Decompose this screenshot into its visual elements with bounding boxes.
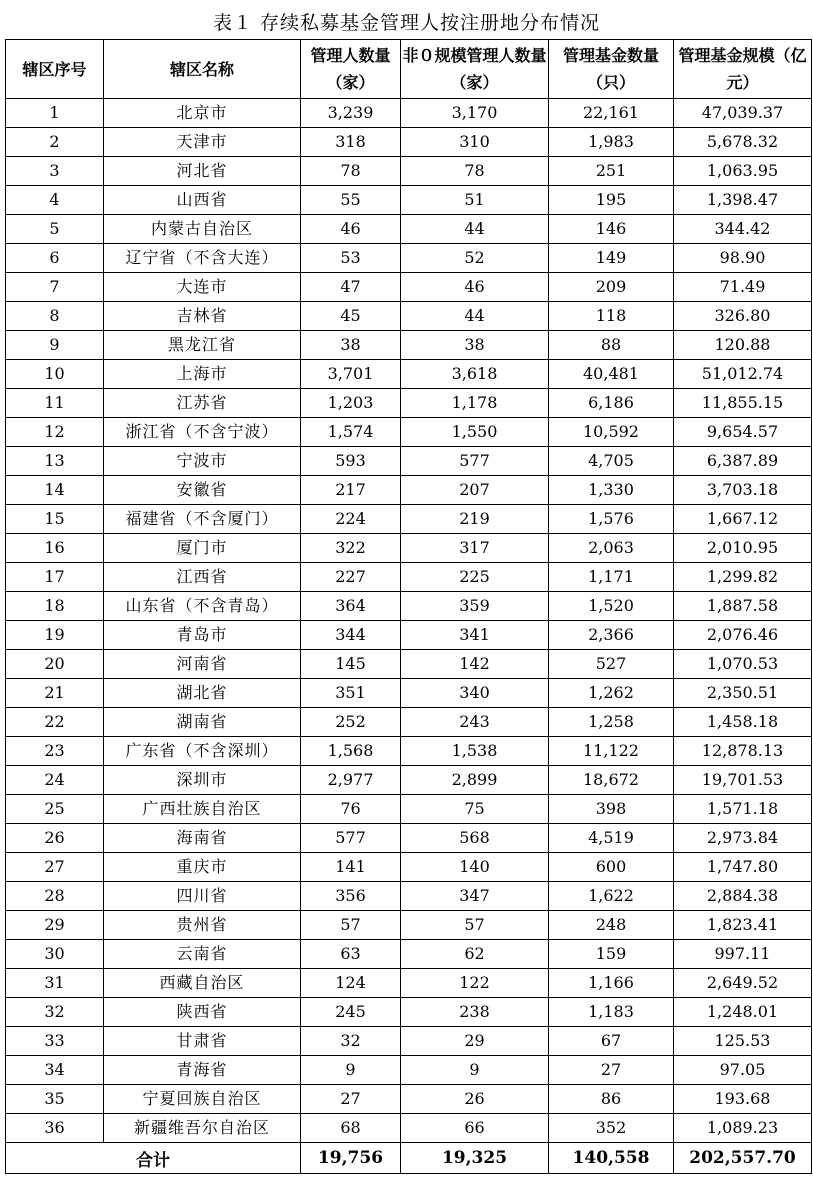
cell-region-no: 19 xyxy=(6,621,104,650)
cell-manager-count: 593 xyxy=(301,447,401,476)
cell-region-name: 黑龙江省 xyxy=(104,331,301,360)
cell-fund-count: 1,258 xyxy=(549,708,674,737)
cell-fund-scale: 2,350.51 xyxy=(674,679,812,708)
cell-fund-count: 2,366 xyxy=(549,621,674,650)
cell-region-no: 20 xyxy=(6,650,104,679)
cell-fund-scale: 1,747.80 xyxy=(674,853,812,882)
table-row xyxy=(6,911,812,940)
cell-fund-count: 6,186 xyxy=(549,389,674,418)
cell-region-no: 25 xyxy=(6,795,104,824)
cell-fund-scale: 11,855.15 xyxy=(674,389,812,418)
cell-region-name: 厦门市 xyxy=(104,534,301,563)
cell-manager-count: 344 xyxy=(301,621,401,650)
cell-fund-count: 195 xyxy=(549,186,674,215)
cell-fund-count: 352 xyxy=(549,1114,674,1143)
cell-nonzero-manager-count: 44 xyxy=(401,215,549,244)
cell-manager-count: 1,574 xyxy=(301,418,401,447)
cell-fund-scale: 47,039.37 xyxy=(674,99,812,128)
cell-fund-count: 149 xyxy=(549,244,674,273)
cell-nonzero-manager-count: 341 xyxy=(401,621,549,650)
cell-fund-scale: 5,678.32 xyxy=(674,128,812,157)
cell-region-name: 河北省 xyxy=(104,157,301,186)
cell-region-name: 青岛市 xyxy=(104,621,301,650)
cell-region-no: 7 xyxy=(6,273,104,302)
cell-fund-scale: 1,089.23 xyxy=(674,1114,812,1143)
cell-region-no: 26 xyxy=(6,824,104,853)
cell-fund-count: 1,262 xyxy=(549,679,674,708)
table-row xyxy=(6,476,812,505)
cell-region-no: 17 xyxy=(6,563,104,592)
cell-nonzero-manager-count: 219 xyxy=(401,505,549,534)
header-fund-count: 管理基金数量（只） xyxy=(549,40,674,99)
table-row xyxy=(6,1085,812,1114)
cell-manager-count: 351 xyxy=(301,679,401,708)
cell-fund-scale: 9,654.57 xyxy=(674,418,812,447)
cell-region-name: 山东省（不含青岛） xyxy=(104,592,301,621)
cell-region-name: 海南省 xyxy=(104,824,301,853)
cell-fund-scale: 2,649.52 xyxy=(674,969,812,998)
cell-nonzero-manager-count: 347 xyxy=(401,882,549,911)
cell-nonzero-manager-count: 359 xyxy=(401,592,549,621)
cell-fund-count: 67 xyxy=(549,1027,674,1056)
cell-nonzero-manager-count: 51 xyxy=(401,186,549,215)
cell-fund-scale: 125.53 xyxy=(674,1027,812,1056)
cell-region-no: 23 xyxy=(6,737,104,766)
cell-nonzero-manager-count: 78 xyxy=(401,157,549,186)
cell-fund-scale: 120.88 xyxy=(674,331,812,360)
cell-region-no: 28 xyxy=(6,882,104,911)
table-row xyxy=(6,592,812,621)
distribution-table xyxy=(5,39,812,1174)
cell-region-name: 四川省 xyxy=(104,882,301,911)
cell-fund-count: 1,330 xyxy=(549,476,674,505)
cell-manager-count: 141 xyxy=(301,853,401,882)
cell-region-name: 贵州省 xyxy=(104,911,301,940)
total-funds: 140,558 xyxy=(549,1143,674,1174)
total-scale: 202,557.70 xyxy=(674,1143,812,1174)
cell-manager-count: 245 xyxy=(301,998,401,1027)
cell-manager-count: 27 xyxy=(301,1085,401,1114)
cell-fund-scale: 2,010.95 xyxy=(674,534,812,563)
cell-region-no: 2 xyxy=(6,128,104,157)
cell-region-name: 天津市 xyxy=(104,128,301,157)
table-row xyxy=(6,563,812,592)
cell-manager-count: 217 xyxy=(301,476,401,505)
cell-region-name: 上海市 xyxy=(104,360,301,389)
cell-region-no: 32 xyxy=(6,998,104,1027)
table-row xyxy=(6,389,812,418)
cell-fund-count: 2,063 xyxy=(549,534,674,563)
cell-nonzero-manager-count: 44 xyxy=(401,302,549,331)
table-row xyxy=(6,940,812,969)
cell-manager-count: 318 xyxy=(301,128,401,157)
cell-region-name: 大连市 xyxy=(104,273,301,302)
cell-region-name: 广东省（不含深圳） xyxy=(104,737,301,766)
cell-region-no: 24 xyxy=(6,766,104,795)
table-row xyxy=(6,766,812,795)
table-body xyxy=(6,99,812,1143)
cell-nonzero-manager-count: 29 xyxy=(401,1027,549,1056)
cell-region-name: 甘肃省 xyxy=(104,1027,301,1056)
cell-nonzero-manager-count: 1,178 xyxy=(401,389,549,418)
cell-region-name: 西藏自治区 xyxy=(104,969,301,998)
cell-fund-count: 251 xyxy=(549,157,674,186)
cell-fund-scale: 1,398.47 xyxy=(674,186,812,215)
table-row xyxy=(6,650,812,679)
cell-fund-count: 1,183 xyxy=(549,998,674,1027)
cell-region-name: 湖北省 xyxy=(104,679,301,708)
table-row xyxy=(6,708,812,737)
cell-fund-scale: 1,667.12 xyxy=(674,505,812,534)
cell-fund-count: 18,672 xyxy=(549,766,674,795)
cell-fund-scale: 1,823.41 xyxy=(674,911,812,940)
table-row xyxy=(6,331,812,360)
table-row xyxy=(6,215,812,244)
cell-fund-scale: 19,701.53 xyxy=(674,766,812,795)
cell-region-name: 湖南省 xyxy=(104,708,301,737)
total-managers: 19,756 xyxy=(301,1143,401,1174)
cell-nonzero-manager-count: 577 xyxy=(401,447,549,476)
cell-fund-scale: 344.42 xyxy=(674,215,812,244)
table-row xyxy=(6,157,812,186)
cell-nonzero-manager-count: 52 xyxy=(401,244,549,273)
cell-region-no: 3 xyxy=(6,157,104,186)
cell-region-no: 5 xyxy=(6,215,104,244)
cell-fund-count: 209 xyxy=(549,273,674,302)
cell-manager-count: 46 xyxy=(301,215,401,244)
cell-nonzero-manager-count: 66 xyxy=(401,1114,549,1143)
total-label: 合计 xyxy=(6,1143,301,1174)
cell-region-no: 34 xyxy=(6,1056,104,1085)
cell-region-no: 13 xyxy=(6,447,104,476)
header-nonzero-manager-count: 非０规模管理人数量（家） xyxy=(401,40,549,99)
cell-region-no: 30 xyxy=(6,940,104,969)
cell-nonzero-manager-count: 317 xyxy=(401,534,549,563)
cell-fund-scale: 1,248.01 xyxy=(674,998,812,1027)
cell-fund-count: 527 xyxy=(549,650,674,679)
cell-fund-count: 4,519 xyxy=(549,824,674,853)
cell-region-no: 1 xyxy=(6,99,104,128)
table-row xyxy=(6,1027,812,1056)
cell-nonzero-manager-count: 568 xyxy=(401,824,549,853)
cell-fund-count: 248 xyxy=(549,911,674,940)
cell-region-no: 16 xyxy=(6,534,104,563)
cell-manager-count: 124 xyxy=(301,969,401,998)
cell-nonzero-manager-count: 207 xyxy=(401,476,549,505)
cell-fund-scale: 1,458.18 xyxy=(674,708,812,737)
cell-fund-count: 22,161 xyxy=(549,99,674,128)
cell-fund-scale: 51,012.74 xyxy=(674,360,812,389)
table-row xyxy=(6,534,812,563)
cell-region-name: 宁夏回族自治区 xyxy=(104,1085,301,1114)
cell-fund-count: 11,122 xyxy=(549,737,674,766)
cell-fund-scale: 1,571.18 xyxy=(674,795,812,824)
cell-nonzero-manager-count: 1,538 xyxy=(401,737,549,766)
cell-fund-count: 1,166 xyxy=(549,969,674,998)
header-region-name: 辖区名称 xyxy=(104,40,301,99)
cell-fund-count: 40,481 xyxy=(549,360,674,389)
cell-region-no: 27 xyxy=(6,853,104,882)
table-row xyxy=(6,621,812,650)
cell-nonzero-manager-count: 26 xyxy=(401,1085,549,1114)
total-row xyxy=(6,1143,812,1174)
table-row xyxy=(6,998,812,1027)
cell-manager-count: 227 xyxy=(301,563,401,592)
cell-nonzero-manager-count: 310 xyxy=(401,128,549,157)
cell-fund-scale: 2,076.46 xyxy=(674,621,812,650)
cell-region-name: 安徽省 xyxy=(104,476,301,505)
cell-nonzero-manager-count: 57 xyxy=(401,911,549,940)
cell-manager-count: 3,701 xyxy=(301,360,401,389)
cell-manager-count: 364 xyxy=(301,592,401,621)
cell-fund-count: 1,576 xyxy=(549,505,674,534)
cell-manager-count: 38 xyxy=(301,331,401,360)
cell-fund-scale: 1,063.95 xyxy=(674,157,812,186)
cell-fund-count: 398 xyxy=(549,795,674,824)
cell-fund-scale: 3,703.18 xyxy=(674,476,812,505)
cell-manager-count: 57 xyxy=(301,911,401,940)
table-row xyxy=(6,505,812,534)
table-row xyxy=(6,795,812,824)
cell-fund-scale: 1,887.58 xyxy=(674,592,812,621)
cell-manager-count: 68 xyxy=(301,1114,401,1143)
cell-nonzero-manager-count: 9 xyxy=(401,1056,549,1085)
cell-fund-count: 1,520 xyxy=(549,592,674,621)
cell-manager-count: 3,239 xyxy=(301,99,401,128)
cell-nonzero-manager-count: 238 xyxy=(401,998,549,1027)
cell-region-name: 北京市 xyxy=(104,99,301,128)
cell-region-name: 吉林省 xyxy=(104,302,301,331)
cell-manager-count: 45 xyxy=(301,302,401,331)
cell-manager-count: 1,568 xyxy=(301,737,401,766)
cell-manager-count: 252 xyxy=(301,708,401,737)
cell-nonzero-manager-count: 3,618 xyxy=(401,360,549,389)
cell-manager-count: 76 xyxy=(301,795,401,824)
cell-manager-count: 63 xyxy=(301,940,401,969)
cell-fund-scale: 2,884.38 xyxy=(674,882,812,911)
cell-fund-count: 159 xyxy=(549,940,674,969)
cell-fund-count: 4,705 xyxy=(549,447,674,476)
cell-nonzero-manager-count: 75 xyxy=(401,795,549,824)
cell-region-no: 4 xyxy=(6,186,104,215)
cell-region-name: 重庆市 xyxy=(104,853,301,882)
cell-region-name: 广西壮族自治区 xyxy=(104,795,301,824)
cell-nonzero-manager-count: 46 xyxy=(401,273,549,302)
cell-fund-count: 88 xyxy=(549,331,674,360)
cell-region-no: 18 xyxy=(6,592,104,621)
cell-region-name: 江西省 xyxy=(104,563,301,592)
table-title: 表１ 存续私募基金管理人按注册地分布情况 xyxy=(212,12,601,34)
cell-manager-count: 322 xyxy=(301,534,401,563)
cell-manager-count: 78 xyxy=(301,157,401,186)
cell-manager-count: 2,977 xyxy=(301,766,401,795)
cell-region-no: 33 xyxy=(6,1027,104,1056)
cell-nonzero-manager-count: 340 xyxy=(401,679,549,708)
cell-region-name: 浙江省（不含宁波） xyxy=(104,418,301,447)
cell-fund-count: 86 xyxy=(549,1085,674,1114)
cell-fund-scale: 12,878.13 xyxy=(674,737,812,766)
cell-fund-scale: 997.11 xyxy=(674,940,812,969)
cell-fund-count: 600 xyxy=(549,853,674,882)
cell-region-name: 辽宁省（不含大连） xyxy=(104,244,301,273)
header-region-no: 辖区序号 xyxy=(6,40,104,99)
cell-fund-count: 1,622 xyxy=(549,882,674,911)
cell-region-name: 山西省 xyxy=(104,186,301,215)
table-row xyxy=(6,99,812,128)
header-manager-count: 管理人数量（家） xyxy=(301,40,401,99)
cell-region-no: 8 xyxy=(6,302,104,331)
cell-manager-count: 32 xyxy=(301,1027,401,1056)
cell-manager-count: 47 xyxy=(301,273,401,302)
table-row xyxy=(6,1114,812,1143)
cell-region-no: 9 xyxy=(6,331,104,360)
table-row xyxy=(6,128,812,157)
cell-nonzero-manager-count: 142 xyxy=(401,650,549,679)
table-row xyxy=(6,882,812,911)
cell-fund-count: 1,983 xyxy=(549,128,674,157)
cell-region-no: 10 xyxy=(6,360,104,389)
cell-manager-count: 145 xyxy=(301,650,401,679)
cell-fund-count: 27 xyxy=(549,1056,674,1085)
cell-region-name: 云南省 xyxy=(104,940,301,969)
cell-fund-scale: 1,299.82 xyxy=(674,563,812,592)
cell-manager-count: 9 xyxy=(301,1056,401,1085)
cell-fund-count: 10,592 xyxy=(549,418,674,447)
cell-nonzero-manager-count: 3,170 xyxy=(401,99,549,128)
cell-fund-scale: 1,070.53 xyxy=(674,650,812,679)
cell-region-no: 22 xyxy=(6,708,104,737)
cell-fund-count: 146 xyxy=(549,215,674,244)
cell-fund-scale: 97.05 xyxy=(674,1056,812,1085)
cell-nonzero-manager-count: 62 xyxy=(401,940,549,969)
cell-region-no: 6 xyxy=(6,244,104,273)
cell-region-no: 36 xyxy=(6,1114,104,1143)
table-row xyxy=(6,447,812,476)
table-row xyxy=(6,360,812,389)
table-row xyxy=(6,302,812,331)
cell-region-name: 福建省（不含厦门） xyxy=(104,505,301,534)
cell-fund-scale: 98.90 xyxy=(674,244,812,273)
cell-fund-scale: 6,387.89 xyxy=(674,447,812,476)
table-row xyxy=(6,273,812,302)
cell-fund-scale: 71.49 xyxy=(674,273,812,302)
cell-region-no: 31 xyxy=(6,969,104,998)
cell-fund-count: 118 xyxy=(549,302,674,331)
cell-nonzero-manager-count: 243 xyxy=(401,708,549,737)
table-row xyxy=(6,244,812,273)
cell-manager-count: 53 xyxy=(301,244,401,273)
header-fund-scale: 管理基金规模（亿元） xyxy=(674,40,812,99)
cell-manager-count: 356 xyxy=(301,882,401,911)
table-row xyxy=(6,186,812,215)
table-row xyxy=(6,853,812,882)
cell-region-name: 深圳市 xyxy=(104,766,301,795)
cell-region-name: 青海省 xyxy=(104,1056,301,1085)
cell-manager-count: 1,203 xyxy=(301,389,401,418)
cell-region-name: 河南省 xyxy=(104,650,301,679)
cell-manager-count: 224 xyxy=(301,505,401,534)
cell-fund-scale: 2,973.84 xyxy=(674,824,812,853)
cell-nonzero-manager-count: 38 xyxy=(401,331,549,360)
header-row xyxy=(6,40,812,99)
cell-fund-scale: 193.68 xyxy=(674,1085,812,1114)
cell-nonzero-manager-count: 122 xyxy=(401,969,549,998)
cell-region-no: 35 xyxy=(6,1085,104,1114)
cell-region-no: 29 xyxy=(6,911,104,940)
table-row xyxy=(6,679,812,708)
cell-region-no: 15 xyxy=(6,505,104,534)
cell-region-no: 11 xyxy=(6,389,104,418)
cell-region-name: 宁波市 xyxy=(104,447,301,476)
table-row xyxy=(6,1056,812,1085)
table-row xyxy=(6,969,812,998)
cell-region-no: 14 xyxy=(6,476,104,505)
cell-nonzero-manager-count: 1,550 xyxy=(401,418,549,447)
cell-region-no: 12 xyxy=(6,418,104,447)
cell-region-no: 21 xyxy=(6,679,104,708)
cell-manager-count: 55 xyxy=(301,186,401,215)
cell-nonzero-manager-count: 2,899 xyxy=(401,766,549,795)
cell-manager-count: 577 xyxy=(301,824,401,853)
cell-nonzero-manager-count: 140 xyxy=(401,853,549,882)
total-nonzero: 19,325 xyxy=(401,1143,549,1174)
cell-fund-count: 1,171 xyxy=(549,563,674,592)
cell-region-name: 江苏省 xyxy=(104,389,301,418)
table-row xyxy=(6,737,812,766)
cell-nonzero-manager-count: 225 xyxy=(401,563,549,592)
cell-region-name: 内蒙古自治区 xyxy=(104,215,301,244)
cell-region-name: 陕西省 xyxy=(104,998,301,1027)
cell-region-name: 新疆维吾尔自治区 xyxy=(104,1114,301,1143)
cell-fund-scale: 326.80 xyxy=(674,302,812,331)
table-row xyxy=(6,418,812,447)
table-row xyxy=(6,824,812,853)
